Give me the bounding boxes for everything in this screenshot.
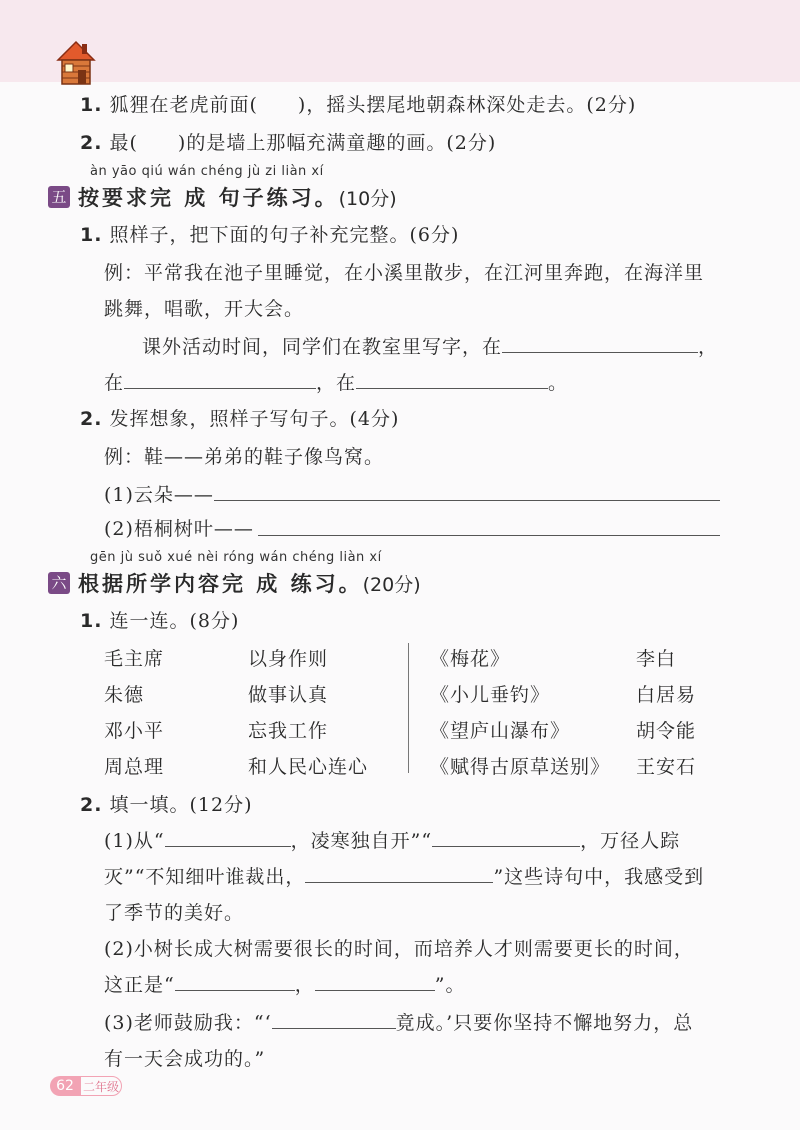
question-number: 1. xyxy=(80,94,103,116)
fill-text: (1)从“ xyxy=(104,830,165,852)
question-text: 连一连。(8分) xyxy=(109,610,240,632)
fill-text: ”这些诗句中，我感受到 xyxy=(493,866,705,888)
fill-text: ， xyxy=(698,336,719,358)
answer-blank[interactable] xyxy=(502,351,698,353)
match-item[interactable]: 《望庐山瀑布》 xyxy=(430,720,571,742)
question-item xyxy=(80,90,636,117)
fill-text: ， xyxy=(294,974,315,996)
answer-blank[interactable] xyxy=(432,845,580,847)
question-text: 发挥想象，照样子写句子。(4分) xyxy=(109,408,400,430)
column-divider xyxy=(408,643,409,773)
section-pinyin: gēn jù suǒ xué nèi róng wán chéng liàn xí xyxy=(90,550,382,565)
match-item[interactable]: 《赋得古原草送别》 xyxy=(430,756,611,778)
answer-prompt: (1)云朵—— xyxy=(104,484,214,506)
question-text: 狐狸在老虎前面( )，摇头摆尾地朝森林深处走去。(2分) xyxy=(109,94,637,116)
question-text: 照样子，把下面的句子补充完整。(6分) xyxy=(109,224,460,246)
answer-line[interactable] xyxy=(258,535,720,536)
fill-text: 竟成。’只要你坚持不懈地努力，总 xyxy=(395,1012,694,1034)
fill-sentence xyxy=(142,332,718,359)
fill-sentence xyxy=(104,970,465,997)
question-item xyxy=(80,128,496,155)
match-item[interactable]: 白居易 xyxy=(636,684,697,706)
match-item[interactable]: 《梅花》 xyxy=(430,648,511,670)
match-item[interactable]: 王安石 xyxy=(636,756,697,778)
match-item[interactable]: 《小儿垂钓》 xyxy=(430,684,551,706)
fill-sentence xyxy=(104,862,704,889)
answer-prompt: (2)梧桐树叶—— xyxy=(104,518,254,540)
header-band xyxy=(0,0,800,82)
match-item[interactable]: 忘我工作 xyxy=(248,720,329,742)
question-item xyxy=(80,220,459,247)
answer-blank[interactable] xyxy=(315,989,435,991)
answer-blank[interactable] xyxy=(356,387,548,389)
example-text: 例：鞋——弟弟的鞋子像鸟窝。 xyxy=(104,446,385,468)
fill-text: ”。 xyxy=(434,974,466,996)
question-number: 2. xyxy=(80,794,103,816)
question-number: 1. xyxy=(80,224,103,246)
answer-blank[interactable] xyxy=(272,1027,396,1029)
match-item[interactable]: 李白 xyxy=(636,648,677,670)
answer-blank[interactable] xyxy=(165,845,291,847)
section-title-text: 按要求完 成 句子练习。 xyxy=(78,186,339,210)
fill-sentence xyxy=(104,368,568,395)
fill-text: ，在 xyxy=(316,372,357,394)
fill-text: 课外活动时间，同学们在教室里写字，在 xyxy=(142,336,503,358)
section-badge: 六 xyxy=(48,572,70,594)
section-points: (20分) xyxy=(362,574,421,596)
fill-text: (3)老师鼓励我：“‘ xyxy=(104,1012,272,1034)
answer-blank[interactable] xyxy=(305,881,493,883)
section-title xyxy=(78,186,397,210)
question-text: 最( )的是墙上那幅充满童趣的画。(2分) xyxy=(109,132,497,154)
section-pinyin: àn yāo qiú wán chéng jù zi liàn xí xyxy=(90,164,324,179)
fill-text: ，万径人踪 xyxy=(580,830,681,852)
question-item xyxy=(80,606,239,633)
match-item[interactable]: 以身作则 xyxy=(248,648,329,670)
fill-sentence: 了季节的美好。 xyxy=(104,902,245,924)
fill-text: 这正是“ xyxy=(104,974,175,996)
fill-text: 在 xyxy=(104,372,125,394)
question-text: 填一填。(12分) xyxy=(109,794,253,816)
section-points: (10分) xyxy=(338,188,397,210)
section-title xyxy=(78,572,421,596)
match-item[interactable]: 做事认真 xyxy=(248,684,329,706)
example-text: 例：平常我在池子里睡觉，在小溪里散步，在江河里奔跑，在海洋里 xyxy=(104,262,705,284)
question-item xyxy=(80,404,399,431)
question-number: 1. xyxy=(80,610,103,632)
answer-line[interactable] xyxy=(214,500,720,501)
answer-blank[interactable] xyxy=(124,387,316,389)
fill-sentence: (2)小树长成大树需要很长的时间，而培养人才则需要更长的时间， xyxy=(104,938,694,960)
section-heading xyxy=(48,182,397,212)
match-item[interactable]: 周总理 xyxy=(104,756,165,778)
match-item[interactable]: 邓小平 xyxy=(104,720,165,742)
grade-label: 二年级 xyxy=(80,1076,122,1096)
house-icon xyxy=(56,40,96,86)
question-item xyxy=(80,790,253,817)
answer-blank[interactable] xyxy=(175,989,295,991)
match-item[interactable]: 朱德 xyxy=(104,684,145,706)
section-heading xyxy=(48,568,421,598)
fill-text: 灭”“不知细叶谁裁出， xyxy=(104,866,306,888)
fill-sentence xyxy=(104,826,680,853)
question-number: 2. xyxy=(80,132,103,154)
match-item[interactable]: 和人民心连心 xyxy=(248,756,369,778)
fill-text: ，凌寒独自开”“ xyxy=(290,830,433,852)
question-number: 2. xyxy=(80,408,103,430)
example-text: 跳舞，唱歌，开大会。 xyxy=(104,298,305,320)
fill-text: 。 xyxy=(548,372,569,394)
fill-sentence xyxy=(104,1008,693,1035)
page-number: 62 xyxy=(50,1076,80,1096)
section-title-text: 根据所学内容完 成 练习。 xyxy=(78,572,363,596)
match-item[interactable]: 胡令能 xyxy=(636,720,697,742)
fill-sentence: 有一天会成功的。” xyxy=(104,1048,266,1070)
section-badge: 五 xyxy=(48,186,70,208)
match-item[interactable]: 毛主席 xyxy=(104,648,165,670)
